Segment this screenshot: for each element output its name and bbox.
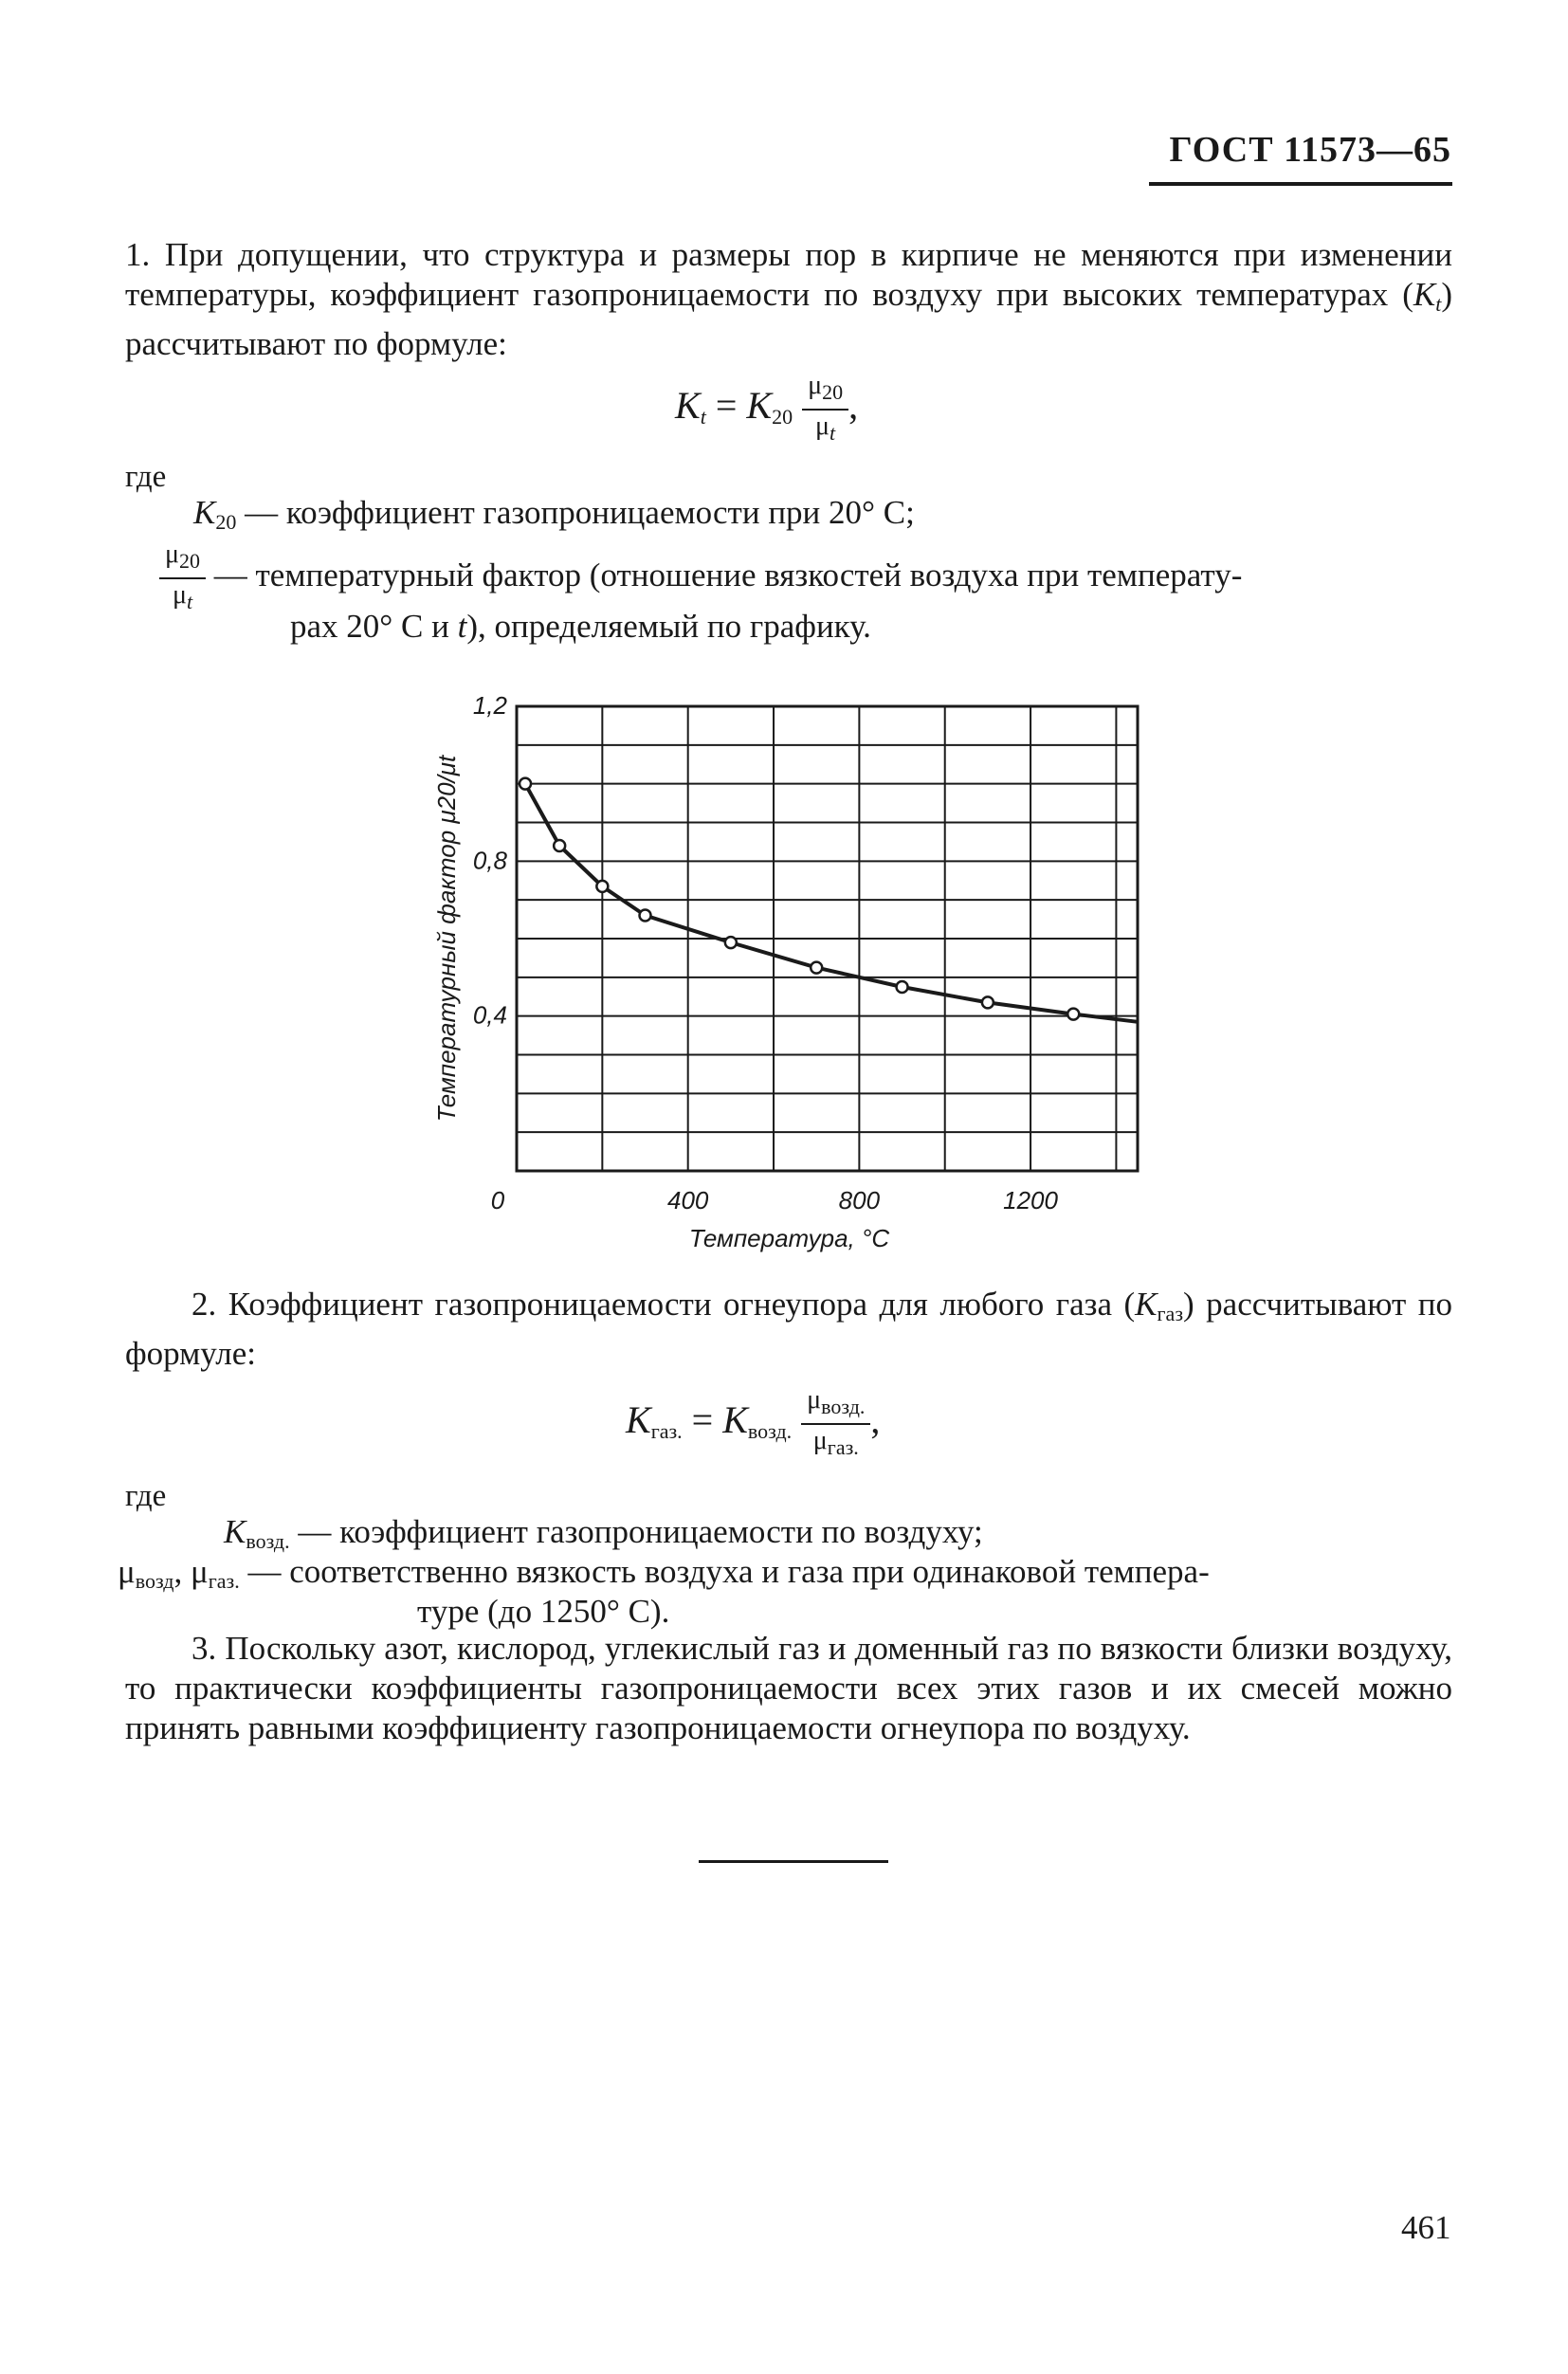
paragraph-2-tail: ) рассчитывают по формуле: — [125, 1286, 1452, 1372]
where-label-1: где — [125, 460, 167, 494]
data-point — [982, 996, 994, 1008]
formula-1-den-sub: t — [830, 421, 836, 445]
data-point — [520, 778, 531, 790]
data-point — [811, 962, 822, 974]
y-tick-label: 0,8 — [472, 846, 507, 875]
paragraph-1-text: 1. При допущении, что структура и размеры пор в кирпиче не меняются при изменении температуры, коэффициент газопроницаемости по воздуху при высоких температурах ( — [125, 236, 1452, 313]
x-tick-label: 800 — [838, 1186, 881, 1214]
definition-k20-term-sub: 20 — [215, 510, 237, 534]
formula-1-fraction — [802, 370, 848, 449]
definition-viscosities-text: — соответственно вязкость воздуха и газа при одинаковой темпера- — [247, 1553, 1210, 1590]
formula-2-lhs: K — [626, 1398, 651, 1442]
formula-2-rhs: K — [722, 1398, 748, 1442]
definition-k20 — [193, 493, 915, 542]
definition-temp-factor-fraction — [159, 539, 206, 618]
paragraph-1 — [125, 235, 1452, 364]
definition-k20-text: — коэффициент газопроницаемости при 20° С; — [245, 494, 915, 531]
formula-1-rhs: K — [746, 384, 773, 428]
def-frac-den-sub: t — [186, 590, 193, 613]
paragraph-3 — [125, 1629, 1452, 1748]
paragraph-2-text: 2. Коэффициент газопроницаемости огнеупора для любого газа ( — [191, 1286, 1136, 1323]
chart-grid — [517, 706, 1138, 1171]
definition-mu-air-sub: возд — [135, 1569, 174, 1593]
kt-symbol: K — [1413, 276, 1436, 313]
definition-kair-term-sub: возд. — [246, 1529, 290, 1553]
paragraph-1-tail: ) рассчитывают по формуле: — [125, 276, 1452, 362]
chart-curve — [525, 784, 1138, 1022]
formula-1-rhs-sub: 20 — [772, 405, 793, 429]
def-frac-num-sub: 20 — [179, 549, 201, 573]
paragraph-2 — [125, 1285, 1452, 1374]
chart-y-ticks — [473, 691, 508, 1030]
end-separator — [699, 1860, 888, 1863]
formula-2-fraction — [801, 1384, 870, 1464]
definition-viscosities-cont: туре (до 1250° С). — [417, 1593, 670, 1630]
kgas-symbol: K — [1135, 1286, 1158, 1323]
formula-2 — [626, 1384, 880, 1464]
formula-2-eq: = — [691, 1398, 714, 1442]
data-point — [725, 937, 737, 948]
definition-viscosities — [118, 1552, 1454, 1601]
definition-k20-term: K — [193, 494, 216, 531]
formula-1-num-sub: 20 — [822, 380, 844, 404]
data-point — [640, 910, 651, 922]
kgas-symbol-sub: газ — [1157, 1302, 1184, 1325]
def-frac-den: μ — [172, 580, 187, 610]
x-tick-label: 400 — [666, 1186, 709, 1214]
formula-1-trail: , — [848, 384, 859, 428]
definition-t-symbol: t — [457, 608, 467, 645]
definition-mu-gas: , μ — [173, 1553, 209, 1590]
formula-1-lhs: K — [675, 384, 701, 428]
formula-2-num-sub: возд. — [821, 1395, 866, 1418]
chart-x-label: Температура, °С — [688, 1224, 890, 1252]
formula-1-num: μ — [808, 371, 823, 400]
formula-2-den: μ — [812, 1426, 828, 1455]
data-point — [897, 981, 908, 993]
definition-mu-gas-sub: газ. — [208, 1569, 240, 1593]
paragraph-3-text: 3. Поскольку азот, кислород, углекислый газ и доменный газ по вязкости близки воздуху, то практически коэффициенты газопроницаемости всех этих газов и их смесей можно принять равными коэффициенту газопроницаемости огнеупора по воздуху. — [125, 1630, 1452, 1746]
where-label-2: где — [125, 1479, 167, 1513]
chart-y-label: Температурный фактор μ20/μt — [432, 755, 461, 1123]
def-frac-num: μ — [165, 539, 180, 569]
definition-temp-factor-text2: рах 20° С и — [290, 608, 458, 645]
header-rule — [1149, 182, 1452, 186]
formula-2-rhs-sub: возд. — [747, 1419, 793, 1444]
chart-points — [520, 778, 1079, 1020]
formula-2-den-sub: газ. — [827, 1435, 859, 1459]
definition-kair-text: — коэффициент газопроницаемости по воздуху; — [298, 1513, 983, 1550]
data-point — [1067, 1009, 1079, 1020]
definition-temp-factor-text: — температурный фактор (отношение вязкостей воздуха при температу- — [213, 557, 1243, 594]
formula-2-lhs-sub: газ. — [650, 1419, 683, 1444]
x-tick-label: 0 — [490, 1186, 505, 1214]
formula-1-den: μ — [815, 411, 830, 441]
data-point — [596, 881, 608, 892]
formula-1 — [675, 370, 858, 449]
page-number: 461 — [1401, 2209, 1451, 2246]
definition-mu-air: μ — [118, 1553, 136, 1590]
formula-1-lhs-sub: t — [700, 405, 706, 429]
definition-temp-factor-cont — [290, 607, 871, 647]
formula-1-eq: = — [715, 384, 738, 428]
data-line-series — [525, 784, 1138, 1022]
definition-kair-term: K — [224, 1513, 246, 1550]
kt-symbol-sub: t — [1435, 292, 1442, 316]
definition-temp-factor-text3: ), определяемый по графику. — [466, 608, 871, 645]
document-code: ГОСТ 11573—65 — [1169, 130, 1451, 170]
x-tick-label: 1200 — [1003, 1186, 1058, 1214]
y-tick-label: 1,2 — [472, 691, 507, 720]
chart-x-ticks — [491, 1186, 1059, 1214]
data-point — [554, 840, 565, 851]
temperature-factor-chart — [398, 683, 1176, 1270]
y-tick-label: 0,4 — [472, 1000, 507, 1030]
formula-2-num: μ — [807, 1385, 822, 1415]
formula-2-trail: , — [870, 1398, 881, 1442]
